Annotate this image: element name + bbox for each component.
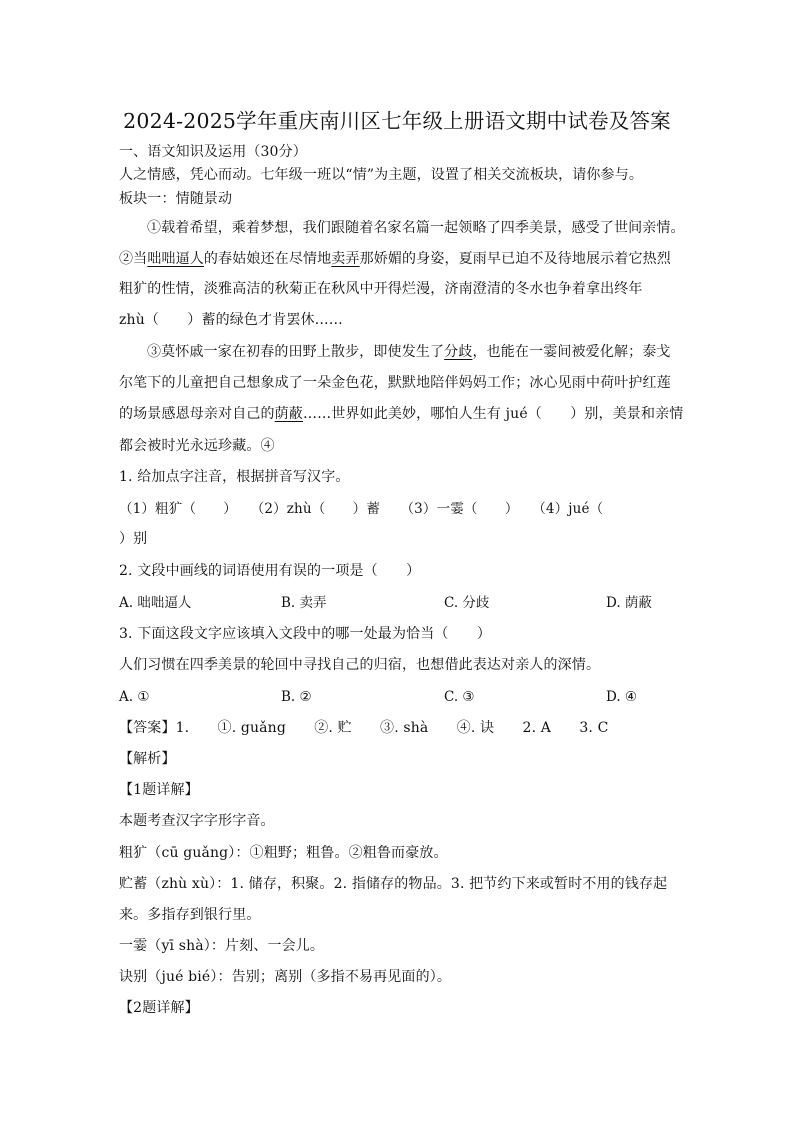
- section-heading: 一、语文知识及运用（30分）: [119, 144, 307, 160]
- entry-cu-guang: 粗犷（cū guǎng）：①粗野；粗鲁。②粗鲁而豪放。: [119, 845, 448, 861]
- option-c: C. 分歧: [444, 595, 490, 611]
- question-1-stem: 1. 给加点字注音，根据拼音写汉字。: [119, 469, 350, 485]
- question-3-sentence: 人们习惯在四季美景的轮回中寻找自己的归宿，也想借此表达对亲人的深情。: [119, 657, 601, 673]
- entry-yi-sha: 一霎（yī shà）：片刻、一会儿。: [119, 938, 325, 954]
- analysis-heading: 【解析】: [119, 751, 176, 767]
- option-d: D. 荫蔽: [606, 595, 652, 611]
- intro-text: 人之情感，凭心而动。七年级一班以“情”为主题，设置了相关交流板块，请你参与。: [119, 167, 644, 183]
- detail-1-text: 本题考查汉字字形字音。: [119, 813, 275, 829]
- entry-zhu-xu-cont: 来。多指存到银行里。: [119, 907, 261, 923]
- passage-para-3-line-4: 都会被时光永远珍藏。④: [119, 438, 275, 454]
- entry-jue-bie: 诀别（jué bié）：告别；离别（多指不易再见面的）。: [119, 969, 452, 985]
- underlined-word-4: 荫蔽: [274, 406, 303, 422]
- detail-2-heading: 【2题详解】: [119, 1000, 199, 1016]
- passage-para-2-line-2: 粗犷的性情，淡雅高洁的秋菊正在秋风中开得烂漫，济南澄清的冬水也争着拿出终年: [119, 281, 643, 297]
- page-title: 2024-2025学年重庆南川区七年级上册语文期中试卷及答案: [123, 109, 671, 133]
- underlined-word-1: 咄咄逼人: [147, 251, 204, 267]
- option-a: A. ①: [119, 689, 150, 705]
- passage-para-2-line-3: zhù（ ）蓄的绿色才肯罢休……: [119, 312, 343, 328]
- question-3-stem: 3. 下面这段文字应该填入文段中的哪一处最为恰当（ ）: [119, 626, 492, 642]
- question-1-items: （1）粗犷（ ） （2）zhù（ ）蓄 （3）一霎（ ） （4）jué（: [119, 501, 604, 517]
- option-b: B. ②: [281, 689, 312, 705]
- option-d: D. ④: [606, 689, 638, 705]
- question-1-items-cont: ）别: [119, 531, 148, 547]
- option-a: A. 咄咄逼人: [119, 595, 192, 611]
- option-c: C. ③: [444, 689, 475, 705]
- entry-zhu-xu: 贮蓄（zhù xù）：1. 储存，积聚。2. 指储存的物品。3. 把节约下来或暂时不用的钱存起: [119, 876, 668, 892]
- passage-para-3: ③莫怀戚一家在初春的田野上散步，即使发生了分歧，也能在一霎间被爱化解；泰戈: [147, 344, 671, 360]
- passage-para-1: ①载着希望，乘着梦想，我们跟随着名家名篇一起领略了四季美景，感受了世间亲情。: [147, 220, 685, 236]
- passage-para-3-line-3: 的场景感恩母亲对自己的荫蔽……世界如此美妙，哪怕人生有 jué（ ）别，美景和亲情: [119, 406, 684, 422]
- question-2-stem: 2. 文段中画线的词语使用有误的一项是（ ）: [119, 563, 421, 579]
- underlined-word-2: 卖弄: [331, 251, 360, 267]
- answer-line: 【答案】1. ①. guǎng ②. 贮 ③. shà ④. 诀 2. A 3. C: [119, 720, 609, 736]
- detail-1-heading: 【1题详解】: [119, 782, 199, 798]
- passage-para-2: ②当咄咄逼人的春姑娘还在尽情地卖弄那娇媚的身姿，夏雨早已迫不及待地展示着它热烈: [119, 251, 671, 267]
- underlined-word-3: 分歧: [444, 344, 473, 360]
- block-heading: 板块一：情随景动: [119, 191, 233, 207]
- option-b: B. 卖弄: [281, 595, 327, 611]
- passage-para-3-line-2: 尔笔下的儿童把自己想象成了一朵金色花，默默地陪伴妈妈工作；冰心见雨中荷叶护红莲: [119, 375, 671, 391]
